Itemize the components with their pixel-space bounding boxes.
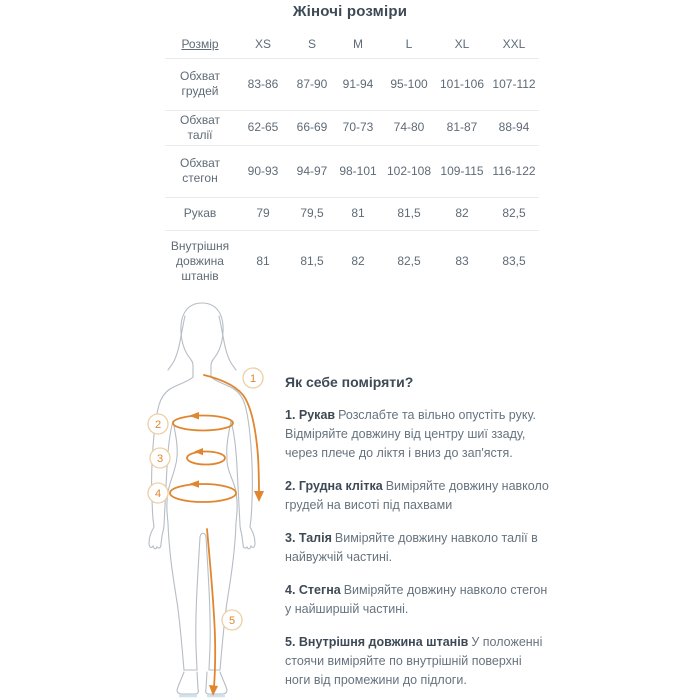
cell-value: 62-65 bbox=[235, 110, 291, 145]
col-header-l: L bbox=[383, 32, 435, 58]
body-figure-illustration bbox=[140, 291, 290, 700]
hip-arrowhead bbox=[189, 480, 199, 487]
row-label: Обхват стегон bbox=[165, 145, 235, 197]
instruction-label: 5. Внутрішня довжина штанів bbox=[285, 635, 469, 649]
table-row-sleeve bbox=[165, 197, 539, 230]
cell-value: 81 bbox=[256, 253, 270, 268]
size-table-header-row bbox=[165, 32, 539, 58]
cell-value: 102-108 bbox=[383, 145, 435, 197]
cell-value: 83-86 bbox=[235, 58, 291, 110]
cell-value: 79 bbox=[235, 197, 291, 230]
table-row-inseam bbox=[165, 230, 539, 292]
cell-value: 88-94 bbox=[489, 110, 539, 145]
instruction-label: 3. Талія bbox=[285, 531, 332, 545]
instruction-text: Виміряйте довжину навколо грудей на висоті під пахвами bbox=[285, 479, 549, 512]
sleeve-arrowhead bbox=[254, 491, 264, 502]
cell-value: 83,5 bbox=[502, 253, 526, 268]
marker-5-label: 5 bbox=[228, 615, 236, 627]
waist-arrowhead bbox=[194, 448, 203, 455]
inseam-measure-line bbox=[207, 529, 215, 687]
row-label: Обхват талії bbox=[165, 110, 235, 145]
hip-measure-ellipse bbox=[170, 484, 236, 502]
cell-value: 81,5 bbox=[300, 253, 324, 268]
row-label: Рукав bbox=[165, 197, 235, 230]
instruction-label: 2. Грудна клітка bbox=[285, 479, 383, 493]
chest-measure-ellipse bbox=[173, 416, 233, 431]
instruction-label: 1. Рукав bbox=[285, 408, 336, 422]
table-row-hips bbox=[165, 145, 539, 197]
cell-value: 87-90 bbox=[291, 58, 333, 110]
page-title: Жіночі розміри bbox=[292, 3, 408, 20]
instruction-item-waist bbox=[285, 529, 549, 567]
row-label: Внутрішня довжина штанів bbox=[170, 238, 230, 283]
size-table bbox=[165, 32, 539, 292]
col-header-xxl: XXL bbox=[489, 32, 539, 58]
cell-value: 81 bbox=[333, 197, 383, 230]
cell-value: 91-94 bbox=[333, 58, 383, 110]
cell-value: 74-80 bbox=[383, 110, 435, 145]
col-header-xs: XS bbox=[235, 32, 291, 58]
col-header-xl: XL bbox=[435, 32, 489, 58]
instruction-label: 4. Стегна bbox=[285, 583, 341, 597]
instructions-title: Як себе поміряти? bbox=[285, 374, 414, 390]
table-row-chest bbox=[165, 58, 539, 110]
body-measurement-diagram bbox=[140, 291, 290, 700]
cell-value: 82 bbox=[435, 197, 489, 230]
marker-2-label: 2 bbox=[154, 419, 162, 431]
cell-value: 82,5 bbox=[489, 197, 539, 230]
cell-value: 101-106 bbox=[435, 58, 489, 110]
chest-arrowhead bbox=[189, 412, 199, 420]
cell-value: 95-100 bbox=[383, 58, 435, 110]
cell-value: 82,5 bbox=[397, 253, 421, 268]
instruction-text: У положенні стоячи виміряйте по внутрішній поверхні ноги від промежини до підлоги. bbox=[285, 635, 543, 687]
instruction-item-sleeve bbox=[285, 406, 549, 463]
cell-value: 116-122 bbox=[489, 145, 539, 197]
marker-4-label: 4 bbox=[154, 488, 162, 500]
waist-measure-ellipse bbox=[187, 452, 225, 465]
cell-value: 107-112 bbox=[489, 58, 539, 110]
cell-value: 90-93 bbox=[235, 145, 291, 197]
cell-value: 83 bbox=[455, 253, 469, 268]
size-column-link[interactable]: Розмір bbox=[165, 32, 235, 58]
measuring-instructions bbox=[285, 374, 549, 700]
table-row-waist bbox=[165, 110, 539, 145]
cell-value: 79,5 bbox=[291, 197, 333, 230]
measurement-lines bbox=[170, 375, 259, 687]
cell-value: 94-97 bbox=[291, 145, 333, 197]
sleeve-measure-line bbox=[204, 375, 259, 494]
col-header-s: S bbox=[291, 32, 333, 58]
instruction-item-inseam bbox=[285, 633, 549, 690]
cell-value: 82 bbox=[351, 253, 365, 268]
instruction-text: Виміряйте довжину навколо талії в найвужчій частині. bbox=[285, 531, 538, 564]
cell-value: 66-69 bbox=[291, 110, 333, 145]
cell-value: 98-101 bbox=[333, 145, 383, 197]
row-label: Обхват грудей bbox=[165, 58, 235, 110]
instruction-text: Виміряйте довжину навколо стегон у найширшій частині. bbox=[285, 583, 548, 616]
cell-value: 70-73 bbox=[333, 110, 383, 145]
marker-1-label: 1 bbox=[249, 373, 257, 385]
instruction-item-hips bbox=[285, 581, 549, 619]
cell-value: 81-87 bbox=[435, 110, 489, 145]
cell-value: 109-115 bbox=[435, 145, 489, 197]
instruction-text: Розслабте та вільно опустіть руку. Відміряйте довжину від центру шиї ззаду, через плече до ліктя і вниз до зап'ястя. bbox=[285, 408, 536, 460]
col-header-m: M bbox=[333, 32, 383, 58]
cell-value: 81,5 bbox=[383, 197, 435, 230]
marker-3-label: 3 bbox=[156, 453, 164, 465]
instruction-item-chest bbox=[285, 477, 549, 515]
